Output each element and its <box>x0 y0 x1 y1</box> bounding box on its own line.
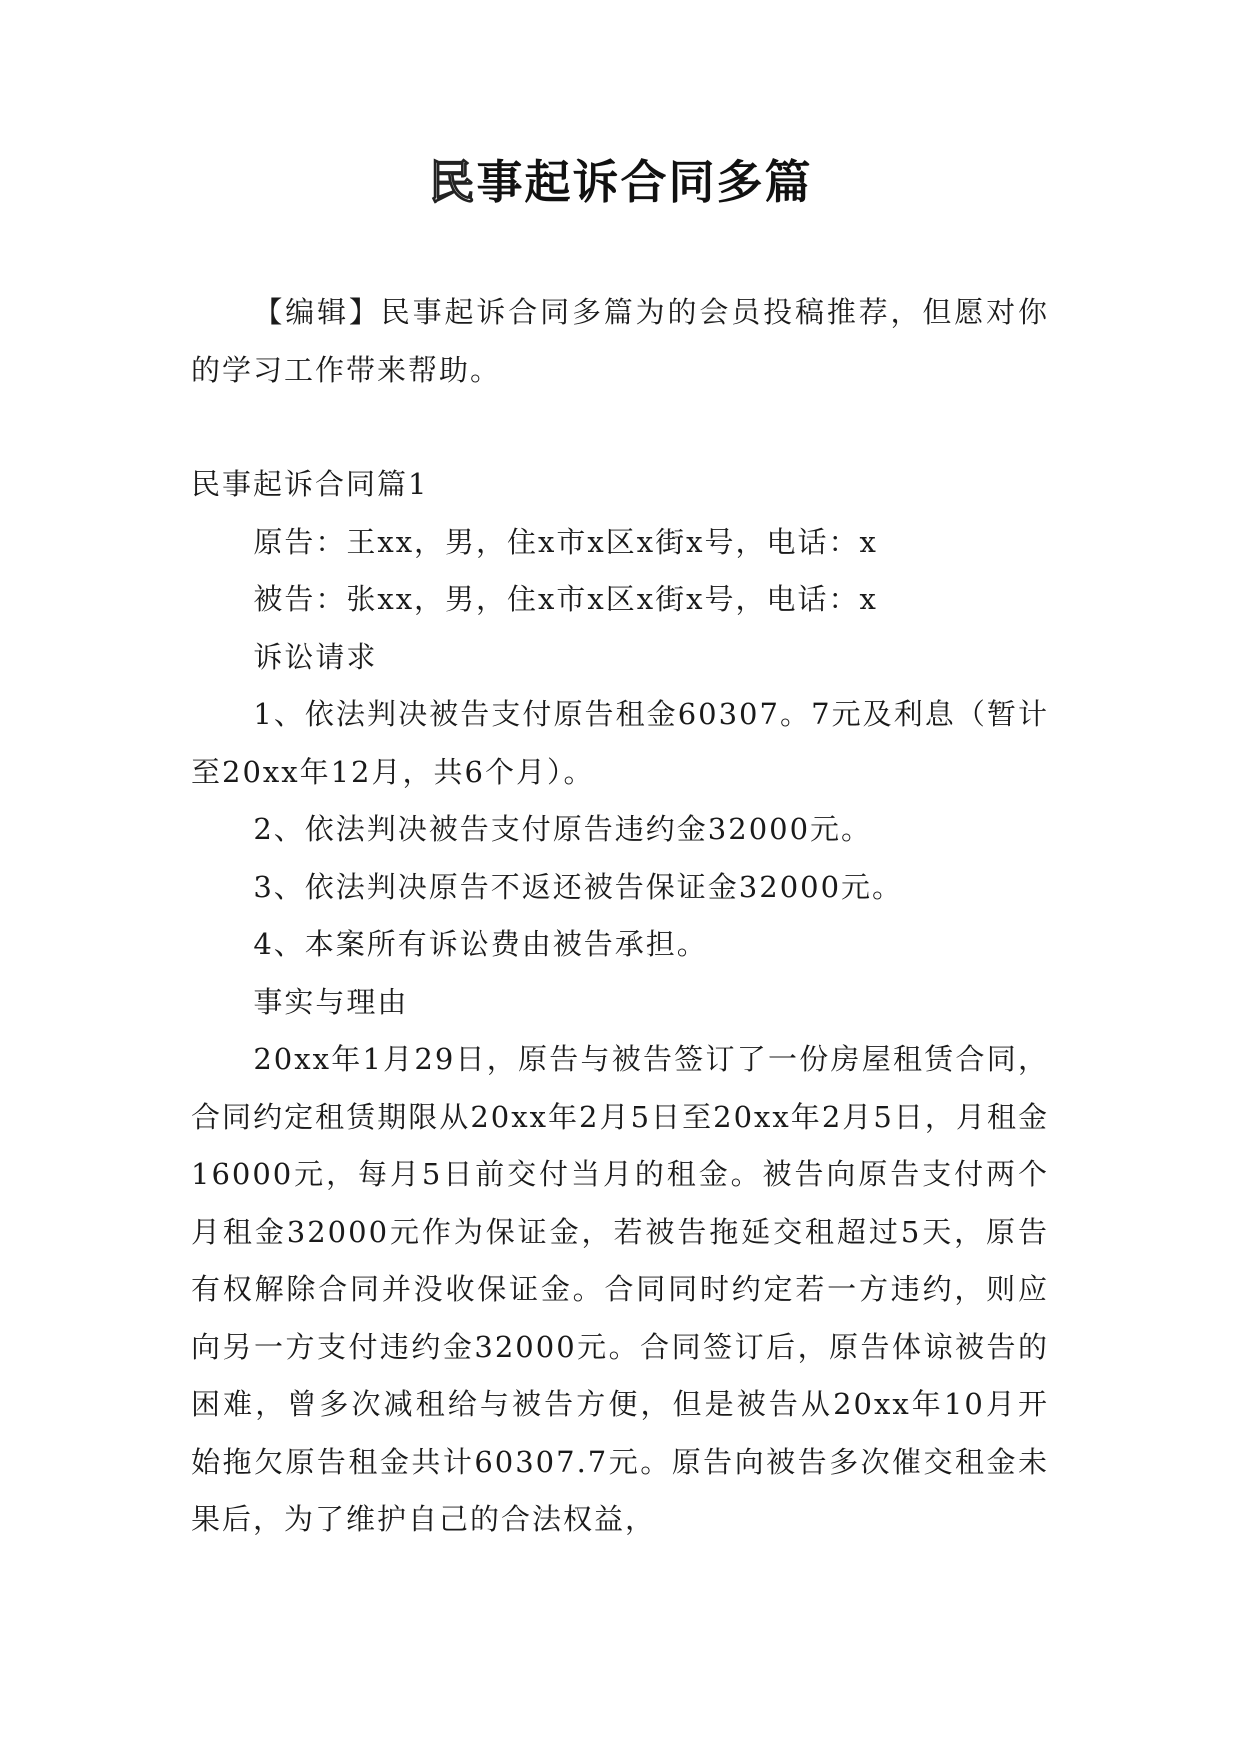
document-title-first-char: 民 <box>428 155 477 209</box>
document-title-rest: 事起诉合同多篇 <box>476 155 813 209</box>
claims-heading: 诉讼请求 <box>253 639 378 674</box>
claim-item-2: 2、依法判决被告支付原告违约金32000元。 <box>253 812 873 846</box>
claim-item-1: 1、依法判决被告支付原告租金60307。7元及利息（暂计至20xx年12月，共6个月）。 <box>191 697 1049 789</box>
document-title <box>0 150 1241 214</box>
defendant-line: 被告：张xx，男，住x市x区x街x号，电话：x <box>253 582 878 616</box>
section-heading: 民事起诉合同篇1 <box>191 467 429 501</box>
claim-item-4: 4、本案所有诉讼费由被告承担。 <box>253 927 708 961</box>
facts-paragraph: 20xx年1月29日，原告与被告签订了一份房屋租赁合同，合同约定租赁期限从20xx年2月5日至20xx年2月5日，月租金16000元，每月5日前交付当月的租金。被告向原告支付两个月租金32000元作为保证金，若被告拖延交租超过5天，原告有权解除合同并没收保证金。合同同时约定若一方违约，则应向另一方支付违约金32000元。合同签订后，原告体谅被告的困难，曾多次减租给与被告方便，但是被告从20xx年10月开始拖欠原告租金共计60307.7元。原告向被告多次催交租金未果后，为了维护自己的合法权益， <box>191 1042 1049 1536</box>
plaintiff-line: 原告：王xx，男，住x市x区x街x号，电话：x <box>253 524 878 559</box>
paragraph-gap <box>191 399 1049 456</box>
claim-item-3: 3、依法判决原告不返还被告保证金32000元。 <box>253 869 904 904</box>
document-body <box>191 284 1049 1549</box>
facts-heading: 事实与理由 <box>253 984 409 1019</box>
intro-paragraph: 【编辑】民事起诉合同多篇为的会员投稿推荐，但愿对你的学习工作带来帮助。 <box>191 295 1049 387</box>
